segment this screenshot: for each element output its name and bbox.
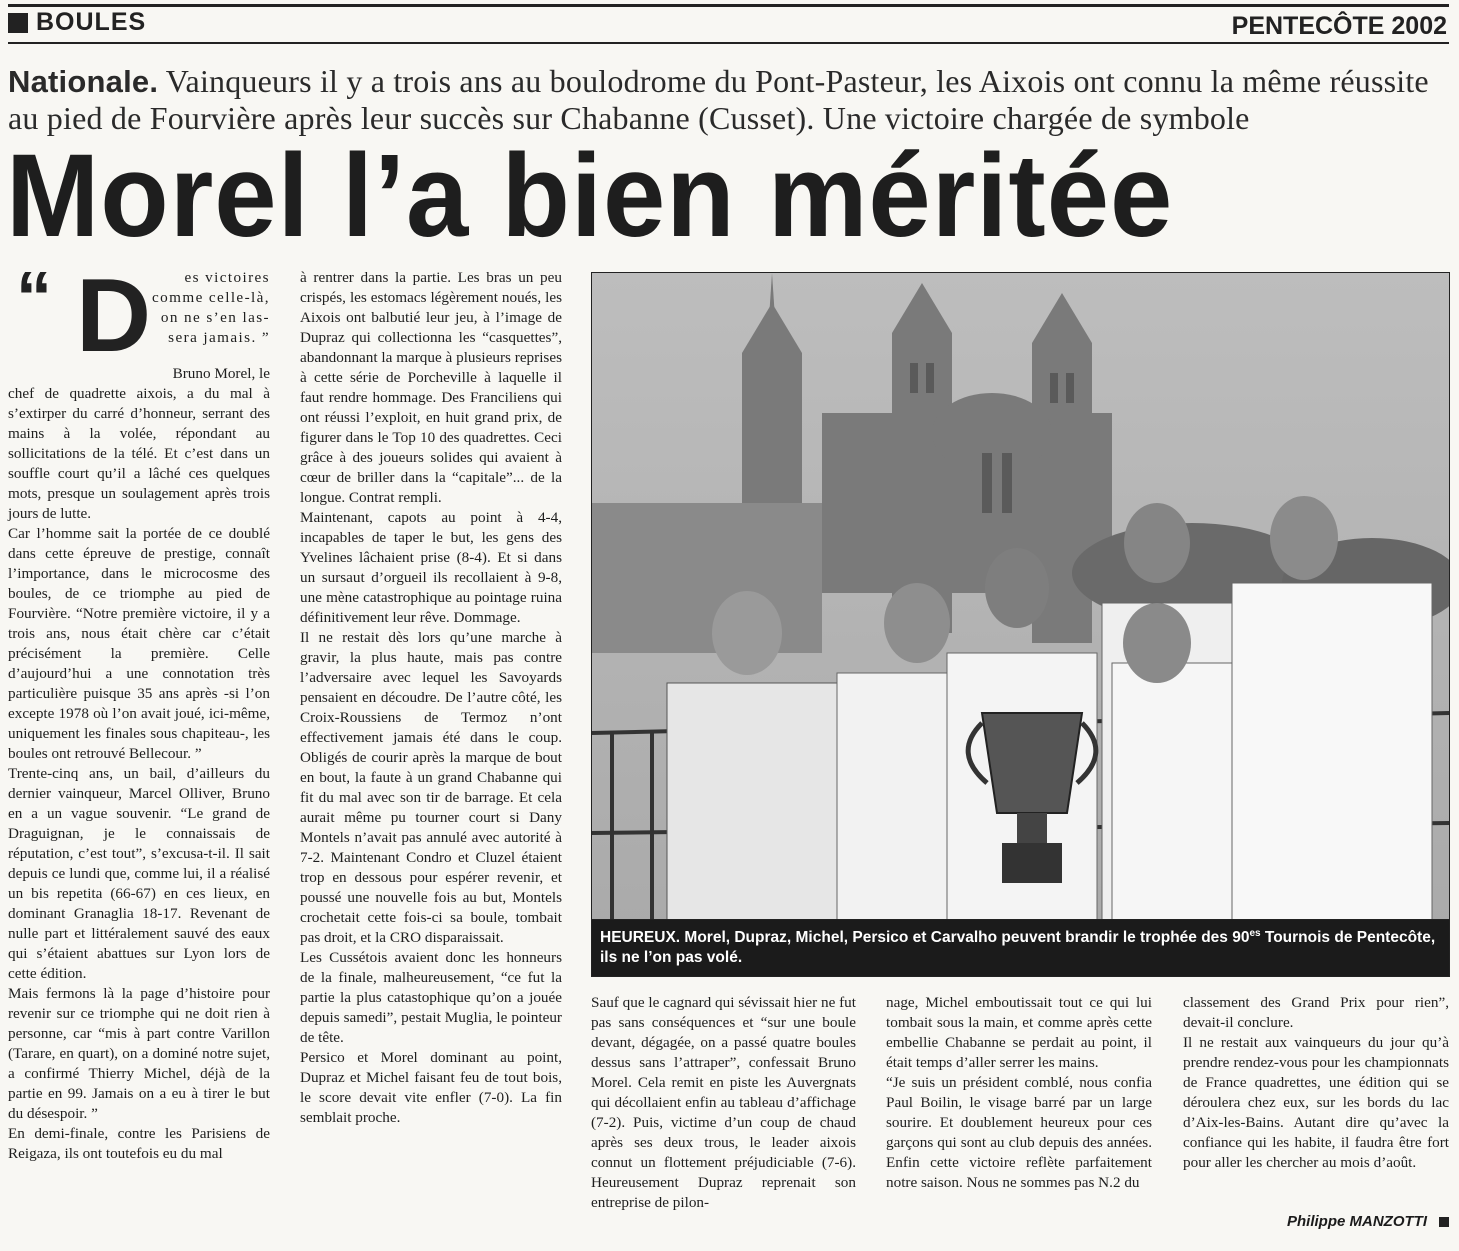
dropcap-line: comme celle-là,: [152, 289, 270, 306]
paragraph: classement des Grand Prix pour rien”, devait-il conclure.: [1183, 994, 1449, 1031]
deck-line-1: Vainqueurs il y a trois ans au boulodrome du Pont-Pasteur, les Aixois ont connu la même réussite: [158, 63, 1429, 99]
deck-line-2: au pied de Fourvière après leur succès sur Chabanne (Cusset). Une victoire chargée de symbole: [8, 100, 1250, 136]
paragraph: Persico et Morel dominant au point, Dupraz et Michel faisant feu de tout bois, le score devait vite enfler (7-0). La fin semblait proche.: [300, 1049, 562, 1126]
paragraph: Sauf que le cagnard qui sévissait hier ne fut pas sans conséquences et “sur une boule devant, dégagée, on a passé quatre boules dessus sans l’attraper”, confessait Bruno Morel. Cela remit en piste les Auvergnats qui décollaient enfin au tableau d’affichage (7-2). Puis, victime d’un coup de chaud après ses deux trous, le leader aixois connut un flottement préjudiciable (7-6). Heureusement Dupraz reprenait son entreprise de pilon-: [591, 994, 856, 1211]
headline: Morel l’a bien méritée: [6, 130, 1174, 262]
paragraph: Maintenant, capots au point à 4-4, incapables de taper le but, les gens des Yvelines lâchaient prise (8-4). Et si dans un sursaut d’orgueil ils recollaient à 9-8, une mène catastrophique au pointage ruina définitivement leur rêve. Dommage.: [300, 509, 562, 626]
article-column-4: [886, 993, 1152, 1193]
dropcap-letter: D: [76, 258, 152, 374]
section-label: [8, 8, 146, 37]
deck-kicker: Nationale.: [8, 64, 159, 99]
edition-date: PENTECÔTE 2002: [1231, 12, 1447, 40]
caption-end: Tournois de Pentecôte, ils ne l’on pas volé.: [600, 929, 1436, 967]
dropcap-line: Bruno Morel, le: [172, 365, 270, 382]
caption-superscript: es: [1249, 928, 1261, 939]
dropcap-line: sera jamais. ”: [168, 329, 270, 346]
photo-illustration: [592, 273, 1449, 970]
team-photo: [591, 272, 1450, 971]
dropcap-quote: “: [16, 258, 52, 338]
article-deck: [8, 63, 1453, 137]
photo-caption: [591, 919, 1450, 977]
paragraph: Il ne restait aux vainqueurs du jour qu’à prendre rendez-vous pour les championnats de France quadrettes, une édition qui se déroulera chez eux, sur les bords du lac d’Aix-les-Bains. Autant dire qu’avec la confiance qui les habite, il faudra être fort pour aller les chercher au mois d’août.: [1183, 1034, 1449, 1171]
section-name: BOULES: [36, 8, 147, 36]
paragraph: Trente-cinq ans, un bail, d’ailleurs du dernier vainqueur, Marcel Olliver, Bruno en a un vague souvenir. “Le grand de Draguignan, je le connaissais de réputation, c’est tout”, s’excusa-t-il. Il sait depuis ce lundi que, comme lui, il a réalisé un bis repetita (66-67) en ces lieux, en dominant Granaglia 18-17. Revenant de nulle part et littéralement sauvé des eaux qui s’étaient abattues sur Lyon lors de cette édition.: [8, 765, 270, 982]
paragraph: Car l’homme sait la portée de ce doublé dans cette épreuve de prestige, connaît l’importance, dans le microcosme des boules, de ce triomphe au pied de Fourvière. “Notre première victoire, il y a trois ans, nous était chère car c’était précisément la première. Celle d’aujourd’hui a une connotation très particulière puisque 35 ans après -si l’on excepte 1978 où l’on avait joué, ici-même, uniquement les finales sous chapiteau-, les boules ont retrouvé Bellecour. ”: [8, 525, 270, 762]
author-signature: [1287, 1213, 1449, 1230]
article-column-2: [300, 268, 562, 1128]
paragraph: Mais fermons là la page d’histoire pour revenir sur ce triomphe qui ne doit rien à personne, car “mis à part contre Varillon (Tarare, en quart), on a dominé notre sujet, a confirmé Thierry Michel, déjà de la partie en 99. Jamais on a eu à tirer le but du désespoir. ”: [8, 985, 270, 1122]
paragraph: nage, Michel emboutissait tout ce qui lui tombait sous la main, et comme après cette embellie Chabanne se perdait au point, il était temps d’aller serrer les mains.: [886, 994, 1152, 1071]
dropcap-line: es victoires: [184, 269, 270, 286]
paragraph: à rentrer dans la partie. Les bras un peu crispés, les estomacs légèrement noués, les Aixois ont balbutié leur jeu, à l’image de Dupraz qui collectionna les “casquettes”, abandonnant la marque à plusieurs reprises à cette série de Porcheville à laquelle il faut rendre hommage. Des Franciliens qui ont réussi l’exploit, en huit grand prix, de figurer dans le Top 10 des quadrettes. Ceci grâce à des joueurs solides qui avaient à cœur de briller dans la “capitale”... de la longue. Contrat rempli.: [300, 269, 562, 506]
paragraph: “Je suis un président comblé, nous confia Paul Boilin, le visage barré par un large sourire. Et doublement heureux pour ces garçons qui sont au club depuis des années. Enfin cette victoire reflète parfaitement notre saison. Nous ne sommes pas N.2 du: [886, 1074, 1152, 1191]
caption-text: Morel, Dupraz, Michel, Persico et Carvalho peuvent brandir le trophée des 90: [680, 929, 1250, 947]
paragraph: chef de quadrette aixois, a du mal à s’extirper du carré d’honneur, serrant des mains à la volée, répondant au sollicitations de la télé. Et c’est dans un souffle court qu’il a lâché ces quelques mots, presque un soulagement après trois jours de lutte.: [8, 385, 270, 522]
dropcap-text: [150, 268, 270, 348]
end-mark-icon: [1439, 1217, 1449, 1227]
top-rule: [8, 4, 1449, 7]
article-column-1: [8, 258, 270, 1164]
article-column-5: [1183, 993, 1449, 1173]
paragraph: Il ne restait dès lors qu’une marche à gravir, la plus haute, mais pas contre l’adversaire avec lequel les Savoyards pensaient en découdre. De l’autre côté, les Croix-Roussiens de Termoz n’ont effectivement jamais été dans le coup. Obligés de courir après la marque de bout en bout, la faute à un grand Chabanne qui fit du mal avec son tir de barrage. Et cela aurait même pu tourner court si Dany Montels n’avait pas annulé avec autorité à 7-2. Maintenant Condro et Cluzel étaient trop en dessous pour espérer revenir, et poussé une nouvelle fois au but, Montels crochetait cette fois-ci sa boule, tombait pas droit, et la CRO disparaissait.: [300, 629, 562, 946]
dropcap-line: on ne s’en las-: [160, 309, 270, 326]
author-name: Philippe MANZOTTI: [1287, 1213, 1427, 1230]
header-rule: [8, 42, 1449, 44]
paragraph: Les Cussétois avaient donc les honneurs de la finale, malheureusement, “ce fut la partie la plus catastophique qu’on a jouée depuis samedi”, pestait Muglia, le pointeur de tête.: [300, 949, 562, 1046]
caption-lead: HEUREUX.: [600, 929, 681, 947]
article-column-3: [591, 993, 856, 1213]
paragraph: En demi-finale, contre les Parisiens de Reigaza, ils ont toutefois eu du mal: [8, 1125, 270, 1162]
section-square-icon: [8, 13, 28, 33]
